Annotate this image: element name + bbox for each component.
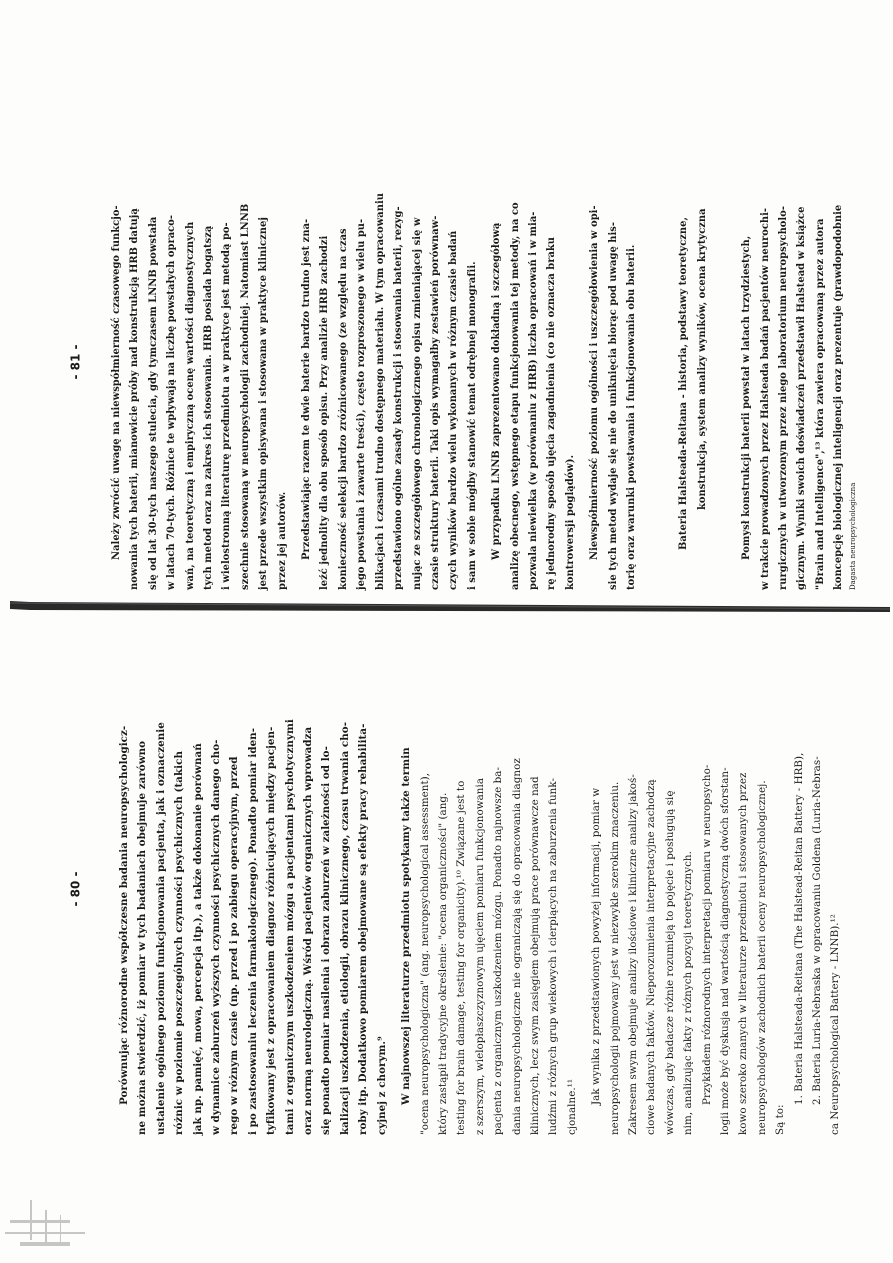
text-line: nując ze szczegółowego chronologicznego opisu zmieniającej się w xyxy=(411,217,423,590)
text-line: i po zastosowaniu leczenia farmakologicznego). Ponadto pomiar iden- xyxy=(246,727,259,1135)
page-number-right: - 81 - xyxy=(68,344,83,380)
text-line: rurgicznych w utworzonym przez niego laboratorium neuropsycholo- xyxy=(778,205,789,590)
text-line: jego powstania i zawarte treści), często rozproszonego w wielu pu- xyxy=(356,218,368,590)
text-line: klinicznych, lecz swym zasięgiem obejmują prace porównawcze nad xyxy=(528,776,541,1135)
text-line: W przypadku LNNB zaprezentowano dokładną i szczegółową xyxy=(491,222,503,560)
text-line: w trakcie prowadzonych przez Halsteada badań pacjentów neurochi- xyxy=(759,207,771,590)
text-line: ciowe badanych faktów. Nieporozumienia interpretacyjne zachodzą xyxy=(645,779,658,1135)
text-line: roby itp. Dodatkowo pomiarem obejmowane są efekty pracy rehabilita- xyxy=(357,723,370,1135)
text-line: blikacjach i czasami trudno dostępnego materiału. W tym opracowaniu xyxy=(374,193,386,590)
text-line: 1. Bateria Halsteada-Reitana (The Halstead-Reitan Battery - HRB), xyxy=(792,752,805,1105)
text-line: 2. Bateria Luria-Nebraska w opracowaniu Goldena (Luria-Nebras- xyxy=(811,756,824,1105)
text-line: sie tych metod wydaje się nie do uniknięcia biorąc pod uwagę his- xyxy=(607,221,619,590)
text-line: Są to: xyxy=(774,1104,787,1135)
text-line: pacjenta z organicznym uszkodzeniem mózgu. Ponadto najnowsze ba- xyxy=(492,767,505,1135)
text-line: kalizacji uszkodzenia, etiologii, obrazu klinicznego, czasu trwania cho- xyxy=(338,721,351,1135)
text-line: oraz normą neurologiczną. Wśród pacjentów organicznych wprowadza xyxy=(302,726,315,1135)
text-line: wań, na teoretyczną i empiryczną ocenę wartości diagnostycznych xyxy=(184,221,196,590)
text-line: nowania tych baterii, mianowicie próby nad konstrukcją HRB datują xyxy=(129,208,141,590)
text-line: rego w różnym czasie (np. przed i po zabiegu operacyjnym, przed xyxy=(228,756,241,1135)
text-line: konieczność selekcji bardzo zróżnicowanego (ze względu na czas xyxy=(337,228,349,590)
text-line: i wielostronną literaturę przedmiotu a w praktyce jest metodą po- xyxy=(221,222,233,590)
text-line: Przedstawiając razem te dwie baterie bardzo trudno jest zna- xyxy=(301,218,313,560)
text-line: kowo szeroko znanych w literaturze przedmiotu i stosowanych przez xyxy=(737,772,750,1135)
text-line: neuropsychologów zachodnich baterii oceny neuropsychologicznej. xyxy=(755,780,768,1135)
text-line: szechnie stosowaną w neuropsychologii zachodniej. Natomiast LNNB xyxy=(239,203,251,590)
text-line: ca Neuropsychological Battery - LNNB).¹² xyxy=(829,914,842,1135)
text-line: Jak wynika z przedstawionych powyżej informacji, pomiar w xyxy=(590,787,603,1105)
text-line: torię oraz warunki powstawania i funkcjonowania obu baterii. xyxy=(625,244,637,590)
text-line: się od lat 30-tych naszego stulecia, gdy tymczasem LNNB powstała xyxy=(147,216,159,590)
text-line: W najnowszej literaturze przedmiotu spotykamy także termin xyxy=(400,747,413,1105)
section-heading: Bateria Halsteada-Reitana - historia, podstawy teoretyczne, xyxy=(678,217,690,550)
text-line: Niewspółmierność poziomu ogólności i uszczegółowienia w opi- xyxy=(589,205,601,560)
right-page-text xyxy=(108,115,858,590)
text-line: tami z organicznym uszkodzeniem mózgu a pacjentami psychotycznymi xyxy=(283,719,296,1135)
text-line: gicznym. Wyniki swoich doświadczeń przedstawił Halstead w książce xyxy=(796,206,808,590)
text-line: "ocena neuropsychologiczna" (ang. neuropsychological assessment), xyxy=(418,772,431,1135)
text-line: testing for brain damage, testing for organicity).¹⁰ Związane jest to xyxy=(455,780,468,1135)
text-line: Pomysł konstrukcji baterii powstał w latach trzydziestych, xyxy=(741,235,753,560)
text-line: przedstawiono ogólne zasady konstrukcji i stosowania baterii, rezyg- xyxy=(393,206,405,590)
text-line: i sam w sobie mógłby stanowić temat odrębnej monografii. xyxy=(466,261,478,590)
text-line: jak np. pamięć, mowa, percepcja itp.), a także dokonanie porównań xyxy=(191,743,204,1135)
text-line: cjonalne.¹¹ xyxy=(565,1078,578,1135)
text-line: jest przede wszystkim opisywana i stosowana w praktyce klinicznej xyxy=(258,217,270,590)
text-line: pozwala niewielka (w porównaniu z HRB) liczba opracowań i w mia- xyxy=(527,211,539,590)
text-line: Porównując różnorodne współczesne badania neuropsychologicz- xyxy=(118,725,130,1105)
text-line: ne można stwierdzić, iż pomiar w tych badaniach obejmuje zarówno xyxy=(136,740,149,1135)
text-line: się ponadto pomiar nasilenia i obrazu zaburzeń w zależności od lo- xyxy=(320,746,333,1135)
footnote-fragment: Dagasta neuropsychologiczna xyxy=(848,482,857,590)
text-line: dania neuropsychologiczne nie ograniczają się do opracowania diagnoz xyxy=(510,758,523,1135)
text-line: tych metod oraz na zakres ich stosowania. HRB posiada bogatszą xyxy=(203,225,215,590)
text-line: czasie struktury baterii. Taki opis wymagałby zestawień porównaw- xyxy=(429,215,441,590)
text-line: Przykładem różnorodnych interpretacji pomiaru w neuropsycho- xyxy=(700,764,713,1105)
text-line: z szerszym, wielopłaszczyznowym ujęciem pomiaru funkcjonowania xyxy=(473,777,486,1135)
text-line: Należy zwrócić uwagę na niewspółmierność czasowego funkcjo- xyxy=(111,205,122,560)
text-line: leźć jednolity dla obu sposób opisu. Przy analizie HRB zachodzi xyxy=(319,235,331,590)
text-line: w latach 70-tych. Różnice te wpływają na liczbę powstałych opraco- xyxy=(166,214,178,590)
text-line: koncepcję biologicznej inteligencji oraz prezentuje (prawdopodobnie xyxy=(833,204,845,590)
scan-noise xyxy=(0,1160,140,1260)
text-line: tyfikowany jest z opracowaniem diagnoz różnicujących między pacjen- xyxy=(265,726,278,1135)
text-line: wówczas, gdy badacze różnie rozumieją to pojęcie i posługują się xyxy=(663,790,676,1135)
text-line: "Brain and Intelligence",¹³ która zawiera opracowaną przez autora xyxy=(814,218,826,590)
page-number-left: - 80 - xyxy=(68,871,83,907)
text-line: który zastąpił tradycyjne określenie: "ocena organiczności" (ang. xyxy=(436,792,449,1135)
text-line: przez jej autorów. xyxy=(276,491,288,590)
text-line: w dynamice zaburzeń wyższych czynności psychicznych danego cho- xyxy=(210,739,223,1135)
text-line: rę jednorodny sposób ujęcia zagadnienia (co nie oznacza braku xyxy=(546,236,558,590)
text-line: kontrowersji poglądów). xyxy=(564,454,576,590)
text-line: czych wyników bardzo wielu wykonanych w różnym czasie badań xyxy=(448,230,460,590)
text-line: logii może być dyskusja nad wartością diagnostyczną dwóch sforstan- xyxy=(719,767,731,1135)
text-line: analizę obecnego, wstępnego etapu funkcjonowania tej metody, na co xyxy=(509,202,521,590)
text-line: cyjnej z chorym.⁹ xyxy=(375,1036,388,1135)
section-heading: konstrukcja, system analizy wyników, ocena krytyczna xyxy=(696,208,708,510)
text-line: Zakresem swym obejmuje analizy ilościowe i kliniczne analizy jakoś- xyxy=(626,774,639,1135)
text-line: nim, analizując fakty z różnych pozycji teoretycznych. xyxy=(682,851,695,1135)
text-line: ustalenie ogólnego poziomu funkcjonowania pacjenta, jak i oznaczenie xyxy=(154,722,167,1135)
text-line: różnic w poziomie poszczególnych czynności psychicznych (takich xyxy=(173,751,186,1135)
text-line: neuropsychologii pojmowany jest w niezwykle szerokim znaczeniu. xyxy=(608,781,621,1135)
left-page-text xyxy=(115,505,845,1135)
text-line: ludźmi z różnych grup wiekowych i cierpiących na zaburzenia funk- xyxy=(547,778,560,1135)
